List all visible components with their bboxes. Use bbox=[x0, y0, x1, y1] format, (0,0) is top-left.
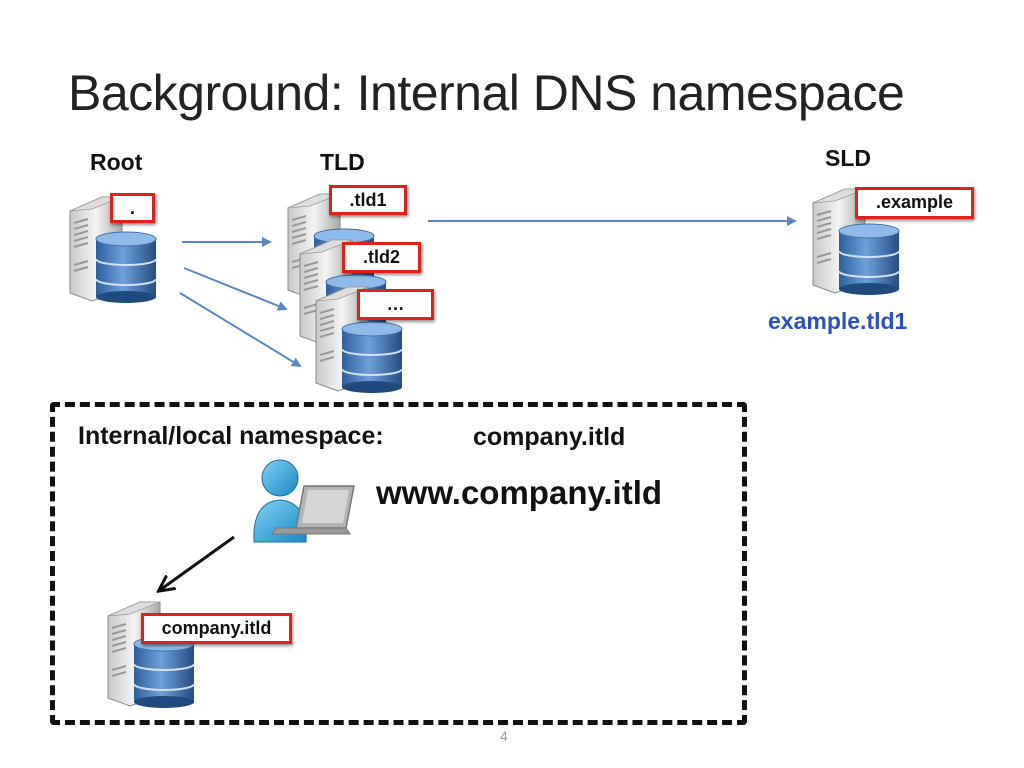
sld-domain-caption: example.tld1 bbox=[768, 308, 908, 334]
user-to-internal-server-arrow bbox=[160, 537, 234, 590]
root-zone-box: . bbox=[110, 193, 155, 223]
tld1-zone-box: .tld1 bbox=[329, 185, 407, 215]
internal-namespace-label: Internal/local namespace: bbox=[78, 422, 384, 450]
slide-title: Background: Internal DNS namespace bbox=[68, 65, 905, 121]
sld-zone-box: .example bbox=[855, 187, 974, 219]
root-to-tld-more-arrow bbox=[180, 293, 300, 366]
internal-zone-box: company.itld bbox=[141, 613, 292, 644]
page-number: 4 bbox=[500, 728, 508, 744]
user-laptop-icon bbox=[246, 456, 361, 546]
root-column-label: Root bbox=[90, 149, 143, 175]
sld-column-label: SLD bbox=[825, 145, 871, 171]
tld2-zone-box: .tld2 bbox=[342, 242, 421, 273]
internal-host-name: www.company.itld bbox=[376, 474, 663, 511]
root-to-tld2-arrow bbox=[184, 268, 286, 309]
tld-column-label: TLD bbox=[320, 149, 365, 175]
internal-zone-name: company.itld bbox=[473, 423, 626, 451]
tld-more-zone-box: … bbox=[357, 289, 434, 320]
